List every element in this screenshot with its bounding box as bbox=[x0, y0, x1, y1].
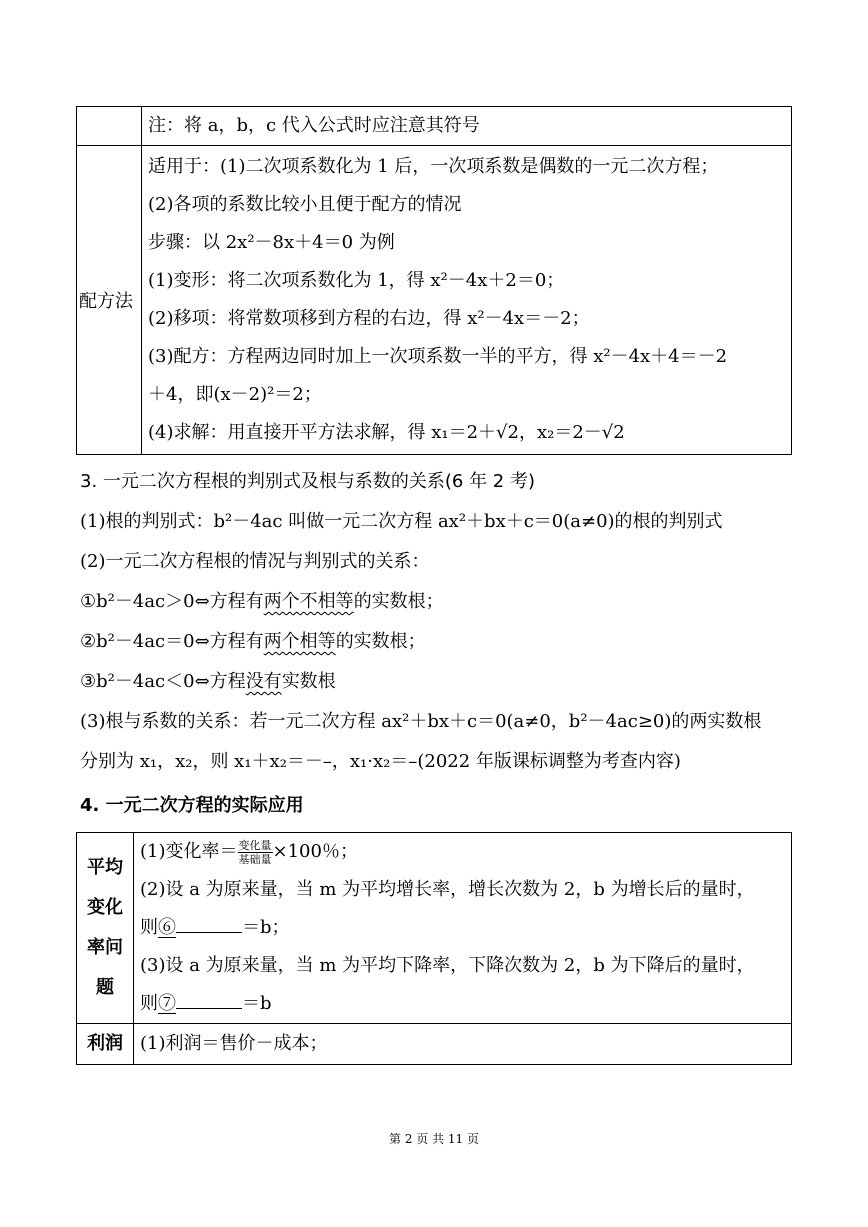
method-content-cell bbox=[142, 146, 792, 455]
roots-discriminant-relation: (2)一元二次方程根的情况与判别式的关系： bbox=[80, 551, 430, 572]
case-zero-post: 的实数根； bbox=[335, 631, 426, 652]
blank-marker-7: ⑦ bbox=[158, 993, 176, 1014]
case-negative-pre: ③b²－4ac＜0⇔方程 bbox=[80, 671, 246, 692]
growth-post: ＝b； bbox=[242, 917, 290, 938]
blank-marker-6: ⑥ bbox=[158, 917, 176, 938]
profit-label-cell bbox=[77, 1024, 134, 1065]
case-positive bbox=[80, 582, 761, 622]
profit-label: 利润 bbox=[87, 1033, 123, 1054]
profit-content-cell bbox=[134, 1024, 792, 1065]
decline-pre: 则 bbox=[140, 993, 158, 1014]
case-positive-pre: ①b²－4ac＞0⇔方程有 bbox=[80, 591, 264, 612]
method-line-6: (3)配方：方程两边同时加上一次项系数一半的平方，得 x²－4x＋4＝－2 bbox=[148, 346, 728, 367]
method-line-1: 适用于：(1)二次项系数化为 1 后，一次项系数是偶数的一元二次方程； bbox=[148, 156, 719, 177]
note-text: 注：将 a，b，c 代入公式时应注意其符号 bbox=[148, 115, 480, 136]
rate-denominator: 基础量 bbox=[238, 852, 272, 866]
avg-rate-label-2: 变化 bbox=[87, 897, 123, 918]
growth-pre: 则 bbox=[140, 917, 158, 938]
discriminant-definition: (1)根的判别式：b²－4ac 叫做一元二次方程 ax²＋bx＋c＝0(a≠0)的根的判别式 bbox=[80, 511, 723, 532]
method-line-5: (2)移项：将常数项移到方程的右边，得 x²－4x＝－2； bbox=[148, 308, 590, 329]
avg-rate-content-cell bbox=[134, 833, 792, 1024]
case-positive-answer: 两个不相等 bbox=[263, 591, 354, 612]
rate-numerator: 变化量 bbox=[238, 838, 272, 852]
method-label: 配方法 bbox=[79, 291, 133, 312]
method-row bbox=[77, 146, 792, 455]
section-3-heading: 3. 一元二次方程根的判别式及根与系数的关系(6 年 2 考) bbox=[80, 471, 536, 492]
application-table bbox=[76, 832, 792, 1065]
section-3 bbox=[80, 462, 761, 782]
case-zero-answer: 两个相等 bbox=[263, 631, 336, 652]
avg-rate-label-3: 率问 bbox=[87, 937, 123, 958]
avg-rate-label-cell bbox=[77, 833, 134, 1024]
answer-blank-7[interactable] bbox=[176, 986, 242, 1009]
method-label-cell bbox=[77, 146, 142, 455]
page-footer: 第 2 页 共 11 页 bbox=[389, 1132, 479, 1146]
empty-label-cell bbox=[77, 107, 142, 146]
decline-blank-line bbox=[140, 985, 785, 1023]
avg-rate-row bbox=[77, 833, 792, 1024]
avg-rate-label-4: 题 bbox=[96, 977, 114, 998]
section-4 bbox=[80, 786, 304, 826]
rate-fraction bbox=[238, 839, 273, 866]
case-negative-answer: 没有 bbox=[245, 671, 282, 692]
note-cell bbox=[142, 107, 792, 146]
decline-post: ＝b bbox=[242, 993, 272, 1014]
case-zero-pre: ②b²－4ac＝0⇔方程有 bbox=[80, 631, 264, 652]
method-line-2: (2)各项的系数比较小且便于配方的情况 bbox=[148, 194, 462, 215]
answer-blank-6[interactable] bbox=[176, 910, 242, 933]
method-line-8: (4)求解：用直接开平方法求解，得 x₁＝2＋√2，x₂＝2－√2 bbox=[148, 422, 625, 443]
section-4-heading: 4. 一元二次方程的实际应用 bbox=[80, 795, 304, 816]
profit-line-1: (1)利润＝售价－成本； bbox=[140, 1033, 328, 1054]
growth-blank-line bbox=[140, 909, 785, 947]
method-line-3: 步骤：以 2x²－8x＋4＝0 为例 bbox=[148, 232, 395, 253]
growth-condition: (2)设 a 为原来量，当 m 为平均增长率，增长次数为 2，b 为增长后的量时， bbox=[140, 879, 755, 900]
vieta-line-2: 分别为 x₁，x₂，则 x₁＋x₂＝－–，x₁·x₂＝–(2022 年版课标调整为考查内容) bbox=[80, 751, 681, 772]
rate-suffix: ×100％； bbox=[272, 841, 358, 862]
note-row bbox=[77, 107, 792, 146]
profit-row bbox=[77, 1024, 792, 1065]
case-negative-post: 实数根 bbox=[281, 671, 336, 692]
rate-formula bbox=[140, 833, 785, 871]
case-zero bbox=[80, 622, 761, 662]
decline-condition: (3)设 a 为原来量，当 m 为平均下降率，下降次数为 2，b 为下降后的量时， bbox=[140, 955, 755, 976]
avg-rate-label-1: 平均 bbox=[87, 857, 123, 878]
case-negative bbox=[80, 662, 761, 702]
rate-prefix: (1)变化率＝ bbox=[140, 841, 238, 862]
case-positive-post: 的实数根； bbox=[353, 591, 444, 612]
formula-method-table bbox=[76, 106, 792, 455]
method-line-7: ＋4，即(x－2)²＝2； bbox=[148, 384, 322, 405]
method-line-4: (1)变形：将二次项系数化为 1，得 x²－4x＋2＝0； bbox=[148, 270, 565, 291]
vieta-line-1: (3)根与系数的关系：若一元二次方程 ax²＋bx＋c＝0(a≠0，b²－4ac≥0)的两实数根 bbox=[80, 711, 762, 732]
